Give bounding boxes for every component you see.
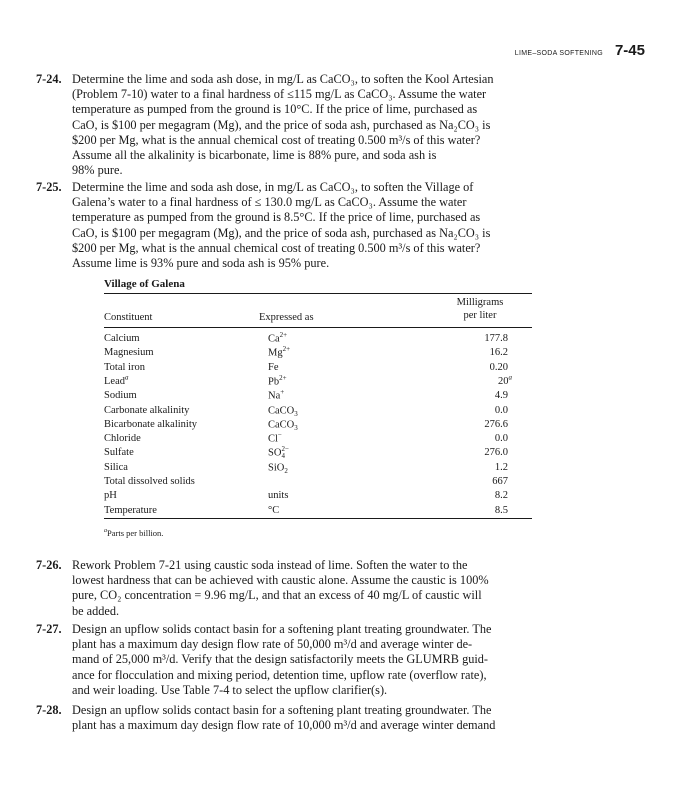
problem-line: Determine the lime and soda ash dose, in mg/L as CaCO₃, to soften the Kool Artesian — [72, 72, 494, 86]
expressed-as-cell: SO 2− 4 — [268, 445, 289, 461]
problem-line: 98% pure. — [72, 163, 123, 178]
problem-line: Assume lime is 93% pure and soda ash is 95% pure. — [72, 256, 330, 271]
problem-7-26 — [36, 558, 542, 619]
problem-line: Determine the lime and soda ash dose, in mg/L as CaCO₃, to soften the Village of — [72, 180, 474, 194]
problem-number: 7-28. — [36, 703, 62, 717]
constituent-cell: Chloride — [104, 433, 141, 445]
running-head — [515, 42, 645, 59]
expressed-as-cell: Fe — [268, 361, 279, 373]
problem-line: CaO, is $100 per megagram (Mg), and the price of soda ash, purchased as Na₂CO₃ is — [72, 225, 491, 240]
problem-line: $200 per Mg, what is the annual chemical cost of treating 0.500 m³/s of this water? — [72, 240, 481, 255]
table-row — [104, 375, 532, 388]
header-expressed-as: Expressed as — [259, 312, 314, 323]
value-cell: 16.2 — [489, 347, 508, 359]
expressed-as-cell: Pb 2+ — [268, 373, 287, 388]
constituent-cell: Temperature — [104, 504, 157, 516]
problem-line: temperature as pumped from the ground is 10°C. If the price of lime, purchased as — [72, 102, 478, 117]
problem-number: 7-24. — [36, 72, 62, 86]
table-row — [104, 404, 532, 417]
expressed-as-cell: units — [268, 490, 289, 502]
table-row — [104, 461, 532, 474]
problem-line: Rework Problem 7-21 using caustic soda instead of lime. Soften the water to the — [72, 558, 468, 572]
problem-line: Galena’s water to a final hardness of ≤ 130.0 mg/L as CaCO₃. Assume the water — [72, 195, 467, 210]
constituent-cell: Total iron — [104, 361, 145, 373]
constituent-cell: Silica — [104, 461, 128, 473]
expressed-as-cell: Cl − — [268, 431, 282, 445]
expressed-as-cell: Mg 2+ — [268, 345, 291, 359]
value-cell: 177.8 — [484, 333, 508, 344]
table-row — [104, 332, 532, 345]
problem-number: 7-27. — [36, 622, 62, 636]
expressed-as-cell: SiO 2 — [268, 462, 288, 475]
value-cell: 276.0 — [484, 447, 508, 459]
problem-number: 7-26. — [36, 558, 62, 572]
header-mg-line2: per liter — [463, 309, 497, 321]
problem-line: be added. — [72, 603, 120, 618]
problem-line: pure, CO₂ concentration = 9.96 mg/L, and that an excess of 40 mg/L of caustic will — [72, 588, 482, 603]
footnote-text: Parts per billion. — [107, 528, 164, 538]
problem-line: Design an upflow solids contact basin for a softening plant treating groundwater. The — [72, 622, 492, 636]
problem-line: and weir loading. Use Table 7-4 to select the upflow clarifier(s). — [72, 682, 388, 697]
value-cell: 4.9 — [494, 390, 508, 402]
section-title: LIME–SODA SOFTENING — [514, 50, 603, 57]
constituent-cell: Carbonate alkalinity — [104, 404, 190, 416]
table-row — [104, 446, 532, 459]
value-cell: 8.5 — [494, 504, 508, 516]
value-cell: 1.2 — [494, 461, 508, 473]
problem-7-25 — [36, 180, 542, 271]
header-mg-line1: Milligrams — [456, 297, 504, 308]
table-bottom-rule — [104, 518, 532, 519]
problem-line: plant has a maximum day design flow rate of 50,000 m³/d and average winter de- — [72, 637, 473, 652]
table-footnote — [104, 528, 163, 538]
table-row — [104, 475, 532, 488]
constituent-cell: Bicarbonate alkalinity — [104, 418, 198, 430]
problem-line: temperature as pumped from the ground is 8.5°C. If the price of lime, purchased as — [72, 210, 481, 225]
table-row — [104, 432, 532, 445]
problem-number: 7-25. — [36, 180, 62, 194]
constituent-cell: Magnesium — [104, 347, 154, 359]
expressed-as-cell: Na + — [268, 388, 285, 402]
value-cell: 0.20 — [489, 361, 508, 373]
expressed-as-cell: °C — [268, 504, 280, 516]
problem-line: plant has a maximum day design flow rate of 10,000 m³/d and average winter demand — [72, 718, 496, 733]
value-cell: 20$^a$ — [498, 373, 512, 387]
table-row — [104, 346, 532, 359]
problem-line: CaO, is $100 per megagram (Mg), and the price of soda ash, purchased as Na₂CO₃ is — [72, 117, 491, 132]
page-number: 7-45 — [614, 42, 645, 59]
problem-line: Design an upflow solids contact basin for a softening plant treating groundwater. The — [72, 703, 492, 717]
expressed-as-cell: CaCO 3 — [268, 419, 298, 432]
constituent-cell: pH — [104, 490, 117, 502]
value-cell: 8.2 — [494, 490, 508, 502]
table-row — [104, 489, 532, 502]
problem-line: $200 per Mg, what is the annual chemical cost of treating 0.500 m³/s of this water? — [72, 132, 481, 147]
constituent-cell: Sodium — [104, 390, 137, 402]
table-row — [104, 418, 532, 431]
problem-7-28 — [36, 703, 542, 733]
value-cell: 0.0 — [494, 433, 508, 445]
constituent-cell: Total dissolved solids — [104, 476, 195, 487]
problem-line: lowest hardness that can be achieved with caustic alone. Assume the caustic is 100% — [72, 573, 489, 588]
problem-7-24 — [36, 72, 542, 178]
table-title: Village of Galena — [104, 278, 185, 290]
table-row — [104, 504, 532, 517]
value-cell: 276.6 — [484, 418, 508, 430]
header-constituent: Constituent — [104, 312, 153, 323]
value-cell: 0.0 — [494, 404, 508, 416]
expressed-as-cell: CaCO 3 — [268, 404, 298, 418]
problem-line: Assume all the alkalinity is bicarbonate, lime is 88% pure, and soda ash is — [72, 148, 437, 163]
problem-line: (Problem 7-10) water to a final hardness of ≤115 mg/L as CaCO₃. Assume the water — [72, 87, 487, 102]
value-cell: 667 — [492, 476, 508, 487]
footnote-mark: a — [104, 528, 107, 535]
problem-line: ance for flocculation and mixing period, detention time, upflow rate (overflow rate), — [72, 667, 487, 682]
problem-line: mand of 25,000 m³/d. Verify that the design satisfactorily meets the GLUMRB guid- — [72, 652, 489, 667]
problem-7-27 — [36, 622, 542, 698]
header-milligrams — [452, 297, 508, 322]
constituent-cell: Sulfate — [104, 447, 134, 459]
table-top-rule — [104, 293, 532, 294]
expressed-as-cell: Ca 2+ — [268, 331, 288, 345]
constituent-cell: Lead$^a$ — [104, 373, 129, 387]
table-row — [104, 389, 532, 402]
table-row — [104, 361, 532, 374]
constituent-cell: Calcium — [104, 333, 140, 344]
table-header-rule — [104, 327, 532, 328]
